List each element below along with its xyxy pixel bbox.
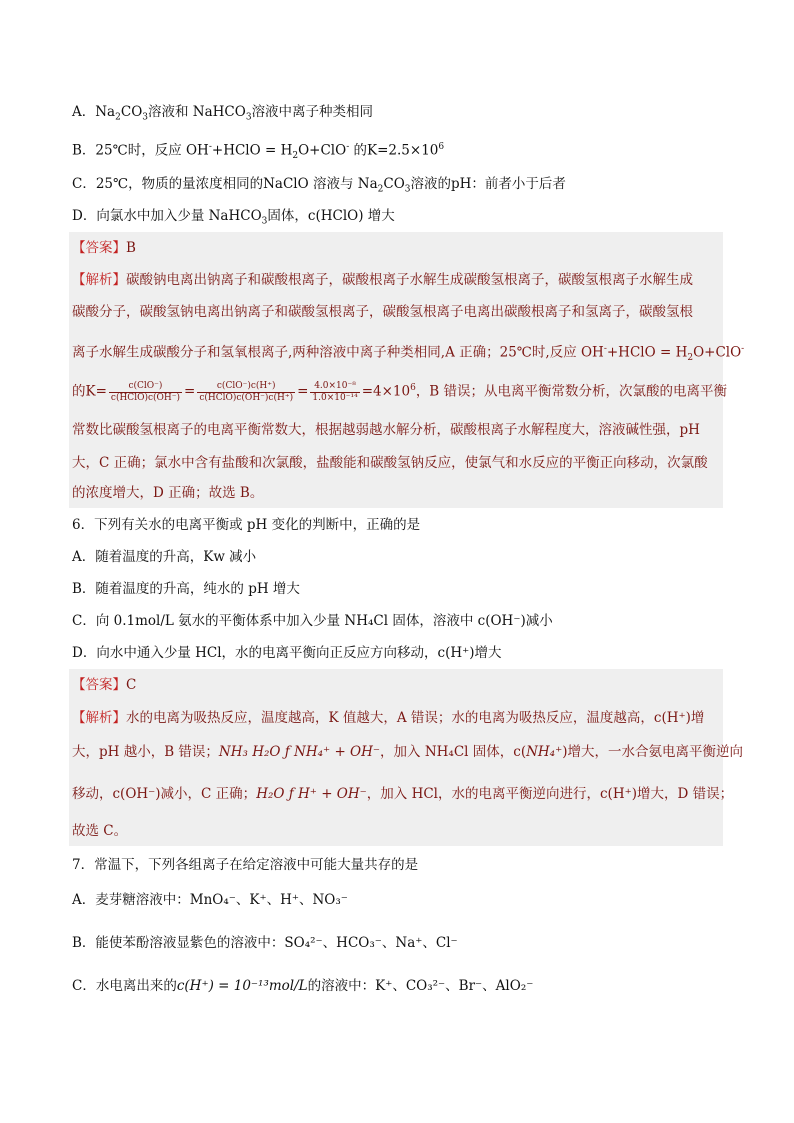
equilibrium-fraction-3: $\frac{\text{4.0×10⁻⁸}}{\text{1.0×10⁻¹⁴}}$ xyxy=(312,380,358,403)
q6-option-b: B．随着温度的升高，纯水的 pH 增大 xyxy=(72,581,300,597)
answer-tag: 【答案】 xyxy=(72,677,126,693)
equilibrium-equation-1: NH₃ H₂O ƒ NH₄⁺ + OH⁻ xyxy=(218,744,381,760)
q7-stem: 7．常温下，下列各组离子在给定溶液中可能大量共存的是 xyxy=(72,857,419,873)
analysis-tag: 【解析】 xyxy=(72,710,126,726)
q5-analysis-line-3: 离子水解生成碳酸分子和氢氧根离子,两种溶液中离子种类相同,A 正确；25℃时,反应 OH-+HClO = $H_2O+ClO^-$ xyxy=(72,344,745,364)
q5-option-a: A．$Na_2CO_3$溶液和 NaHCO$_3$溶液中离子种类相同 xyxy=(72,104,374,123)
q6-option-a: A．随着温度的升高，Kw 减小 xyxy=(72,549,257,565)
q7-option-c: C．水电离出来的c(H⁺) = 10⁻¹³mol/L的溶液中：K⁺、CO₃²⁻、Br⁻、AlO₂⁻ xyxy=(72,978,534,994)
q6-stem: 6．下列有关水的电离平衡或 pH 变化的判断中，正确的是 xyxy=(72,517,421,533)
q5-analysis-line-1: 【解析】碳酸钠电离出钠离子和碳酸根离子，碳酸根离子水解生成碳酸氢根离子，碳酸氢根离子水解生成 xyxy=(72,272,693,288)
q5-answer: 【答案】B xyxy=(72,240,136,256)
equilibrium-fraction-1: $\frac{\text{c(ClO⁻)}}{\text{c(HClO)c(OH⁻)}}$ xyxy=(110,380,181,403)
q6-answer: 【答案】C xyxy=(72,677,137,693)
q7-option-a: A．麦芽糖溶液中：MnO₄⁻、K⁺、H⁺、NO₃⁻ xyxy=(72,892,348,908)
q5-option-c: C．25℃，物质的量浓度相同的NaClO 溶液与 $Na_2CO_3$溶液的pH：前者小于后者 xyxy=(72,176,566,195)
q6-option-c: C．向 0.1mol/L 氨水的平衡体系中加入少量 NH₄Cl 固体，溶液中 c(OH⁻)减小 xyxy=(72,613,553,629)
q5-analysis-line-4: 的K= $\frac{\text{c(ClO⁻)}}{\text{c(HClO)c(OH⁻)}}$ = $\frac{\text{c(ClO⁻)c(H⁺)}}{\text{c(HClO)c(OH⁻)c(H⁺)}}$ = $\frac{\text{4.0×10⁻⁸}}{\text{1.0×10⁻¹⁴}}$ $=4\times 10^6$，B 错误；从电离平衡常数分析，次氯酸的电离平衡 xyxy=(72,380,728,403)
q5-analysis-line-6: 大，C 正确；氯水中含有盐酸和次氯酸，盐酸能和碳酸氢钠反应，使氯气和水反应的平衡正向移动，次氯酸 xyxy=(72,455,708,471)
concentration-expression: c(H⁺) = 10⁻¹³mol/L xyxy=(176,978,308,994)
q6-analysis-line-1: 【解析】水的电离为吸热反应，温度越高，K 值越大，A 错误；水的电离为吸热反应，温度越高，c(H⁺)增 xyxy=(72,710,705,726)
q5-option-d: D．向氯水中加入少量 NaHCO$_3$固体，c(HClO) 增大 xyxy=(72,208,395,227)
q6-analysis-line-2: 大，pH 越小，B 错误；NH₃ H₂O ƒ NH₄⁺ + OH⁻，加入 NH₄Cl 固体，c(NH₄⁺)增大，一水合氨电离平衡逆向 xyxy=(72,744,743,760)
q5-analysis-line-5: 常数比碳酸氢根离子的电离平衡常数大，根据越弱越水解分析，碳酸根离子水解程度大，溶液碱性强，pH xyxy=(72,422,700,438)
q6-analysis-line-3: 移动，c(OH⁻)减小，C 正确；H₂O ƒ H⁺ + OH⁻，加入 HCl，水的电离平衡逆向进行，c(H⁺)增大，D 错误； xyxy=(72,786,734,802)
q7-option-b: B．能使苯酚溶液显紫色的溶液中：SO₄²⁻、HCO₃⁻、Na⁺、Cl⁻ xyxy=(72,935,458,951)
q5-analysis-line-7: 的浓度增大，D 正确；故选 B。 xyxy=(72,485,264,501)
answer-tag: 【答案】 xyxy=(72,240,126,256)
equilibrium-fraction-2: $\frac{\text{c(ClO⁻)c(H⁺)}}{\text{c(HClO)c(OH⁻)c(H⁺)}}$ xyxy=(199,380,294,403)
q6-option-d: D．向水中通入少量 HCl，水的电离平衡向正反应方向移动，c(H⁺)增大 xyxy=(72,645,502,661)
analysis-tag: 【解析】 xyxy=(72,272,126,288)
q5-option-b: B．25℃时，反应 OH-+HClO = $H_2O+ClO^-$ 的$K=2.5\times 10^6$ xyxy=(72,142,445,162)
q5-analysis-line-2: 碳酸分子，碳酸氢钠电离出钠离子和碳酸氢根离子，碳酸氢根离子电离出碳酸根离子和氢离子，碳酸氢根 xyxy=(72,304,693,320)
q6-analysis-line-4: 故选 C。 xyxy=(72,823,128,839)
equilibrium-equation-2: H₂O ƒ H⁺ + OH⁻ xyxy=(256,786,367,802)
